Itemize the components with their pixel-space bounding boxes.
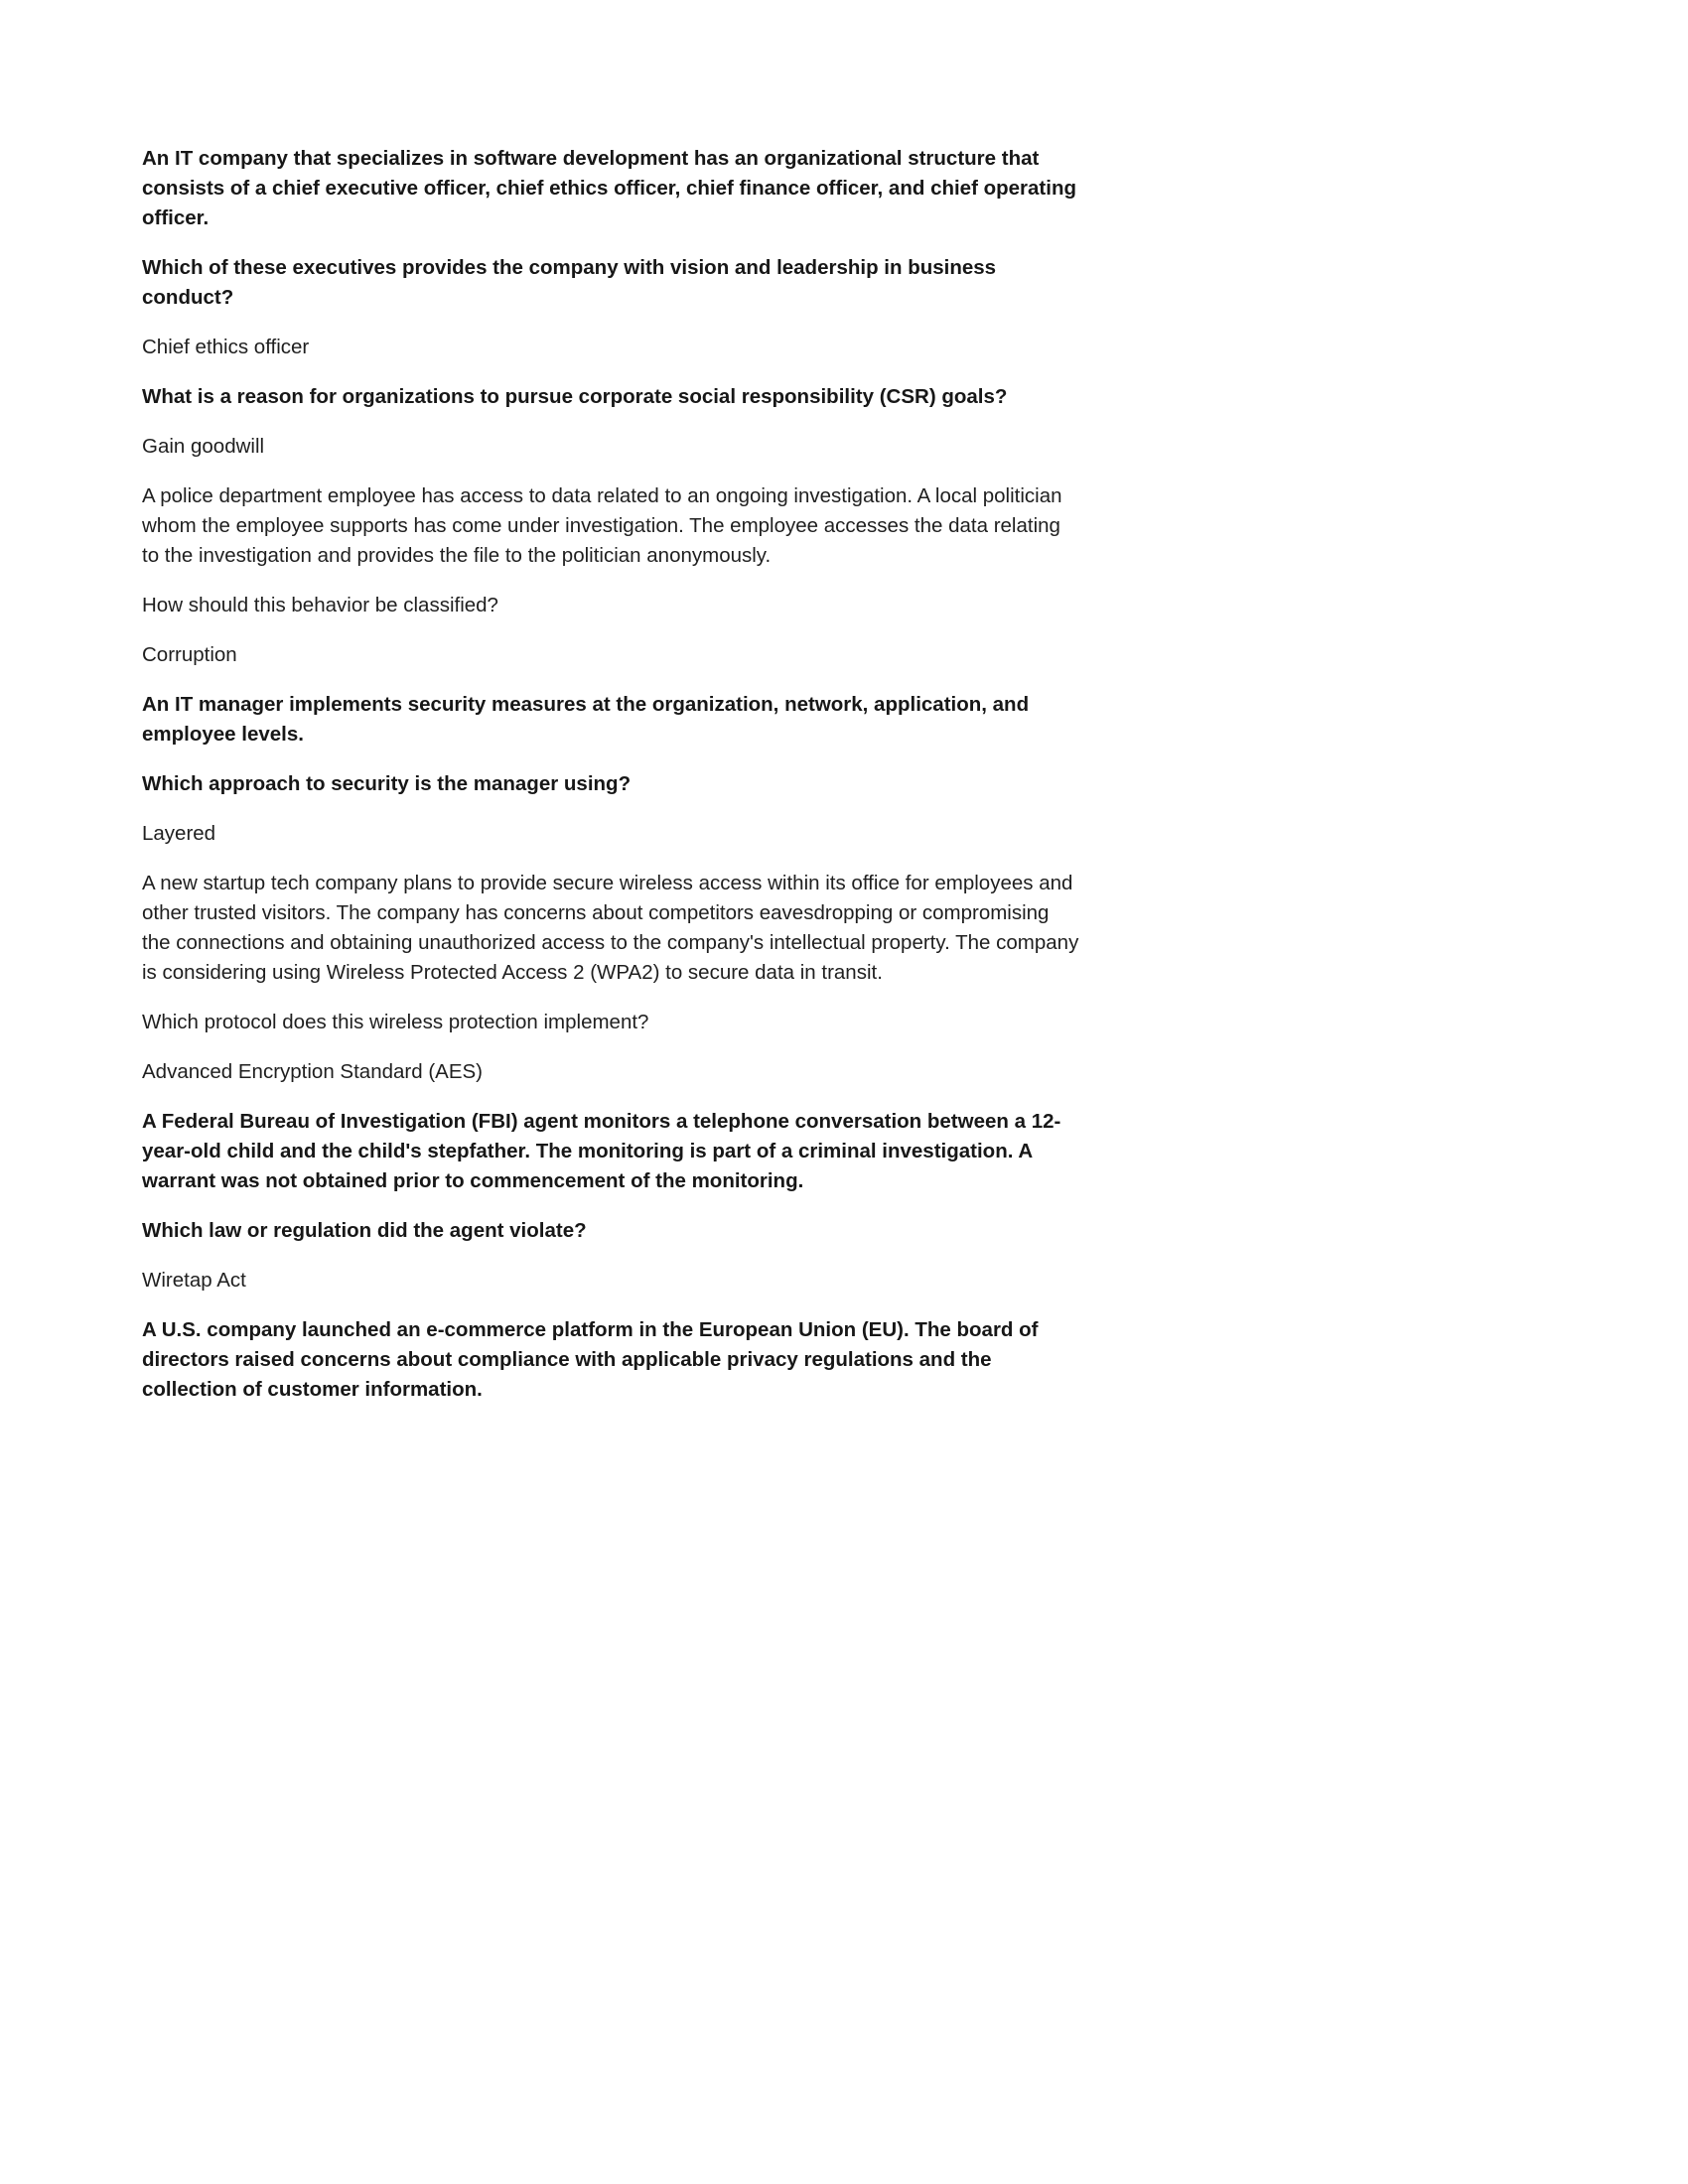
- answer-paragraph: Layered: [142, 822, 216, 845]
- answer-paragraph: Chief ethics officer: [142, 336, 310, 358]
- answer-paragraph: Gain goodwill: [142, 435, 265, 458]
- answer-paragraph: Advanced Encryption Standard (AES): [142, 1060, 483, 1083]
- scenario-paragraph: A Federal Bureau of Investigation (FBI) agent monitors a telephone conversation between a 12-year-old child and the child's stepfather. The monitoring is part of a criminal investigation. A warrant was not obtained prior to commencement of the monitoring.: [142, 1110, 1061, 1192]
- answer-paragraph: Corruption: [142, 643, 237, 666]
- document-body: [142, 144, 1082, 1405]
- question-paragraph: How should this behavior be classified?: [142, 594, 498, 616]
- scenario-paragraph: A new startup tech company plans to provide secure wireless access within its office for employees and other trusted visitors. The company has concerns about competitors eavesdropping or compromising the connections and obtaining unauthorized access to the company's intellectual property. The company is considering using Wireless Protected Access 2 (WPA2) to secure data in transit.: [142, 872, 1079, 984]
- answer-paragraph: Wiretap Act: [142, 1269, 246, 1292]
- scenario-paragraph: A police department employee has access to data related to an ongoing investigation. A local politician whom the employee supports has come under investigation. The employee accesses the data relating to the investigation and provides the file to the politician anonymously.: [142, 484, 1062, 567]
- question-paragraph: Which of these executives provides the company with vision and leadership in business conduct?: [142, 256, 997, 309]
- scenario-paragraph: An IT company that specializes in software development has an organizational structure that consists of a chief executive officer, chief ethics officer, chief finance officer, and chief operating officer.: [142, 147, 1076, 229]
- scenario-paragraph: A U.S. company launched an e-commerce platform in the European Union (EU). The board of directors raised concerns about compliance with applicable privacy regulations and the collection of customer information.: [142, 1318, 1039, 1401]
- question-paragraph: Which protocol does this wireless protection implement?: [142, 1011, 649, 1033]
- question-paragraph: Which law or regulation did the agent violate?: [142, 1219, 587, 1242]
- scenario-paragraph: An IT manager implements security measures at the organization, network, application, and employee levels.: [142, 693, 1030, 746]
- question-paragraph: Which approach to security is the manager using?: [142, 772, 632, 795]
- question-paragraph: What is a reason for organizations to pursue corporate social responsibility (CSR) goals?: [142, 385, 1008, 408]
